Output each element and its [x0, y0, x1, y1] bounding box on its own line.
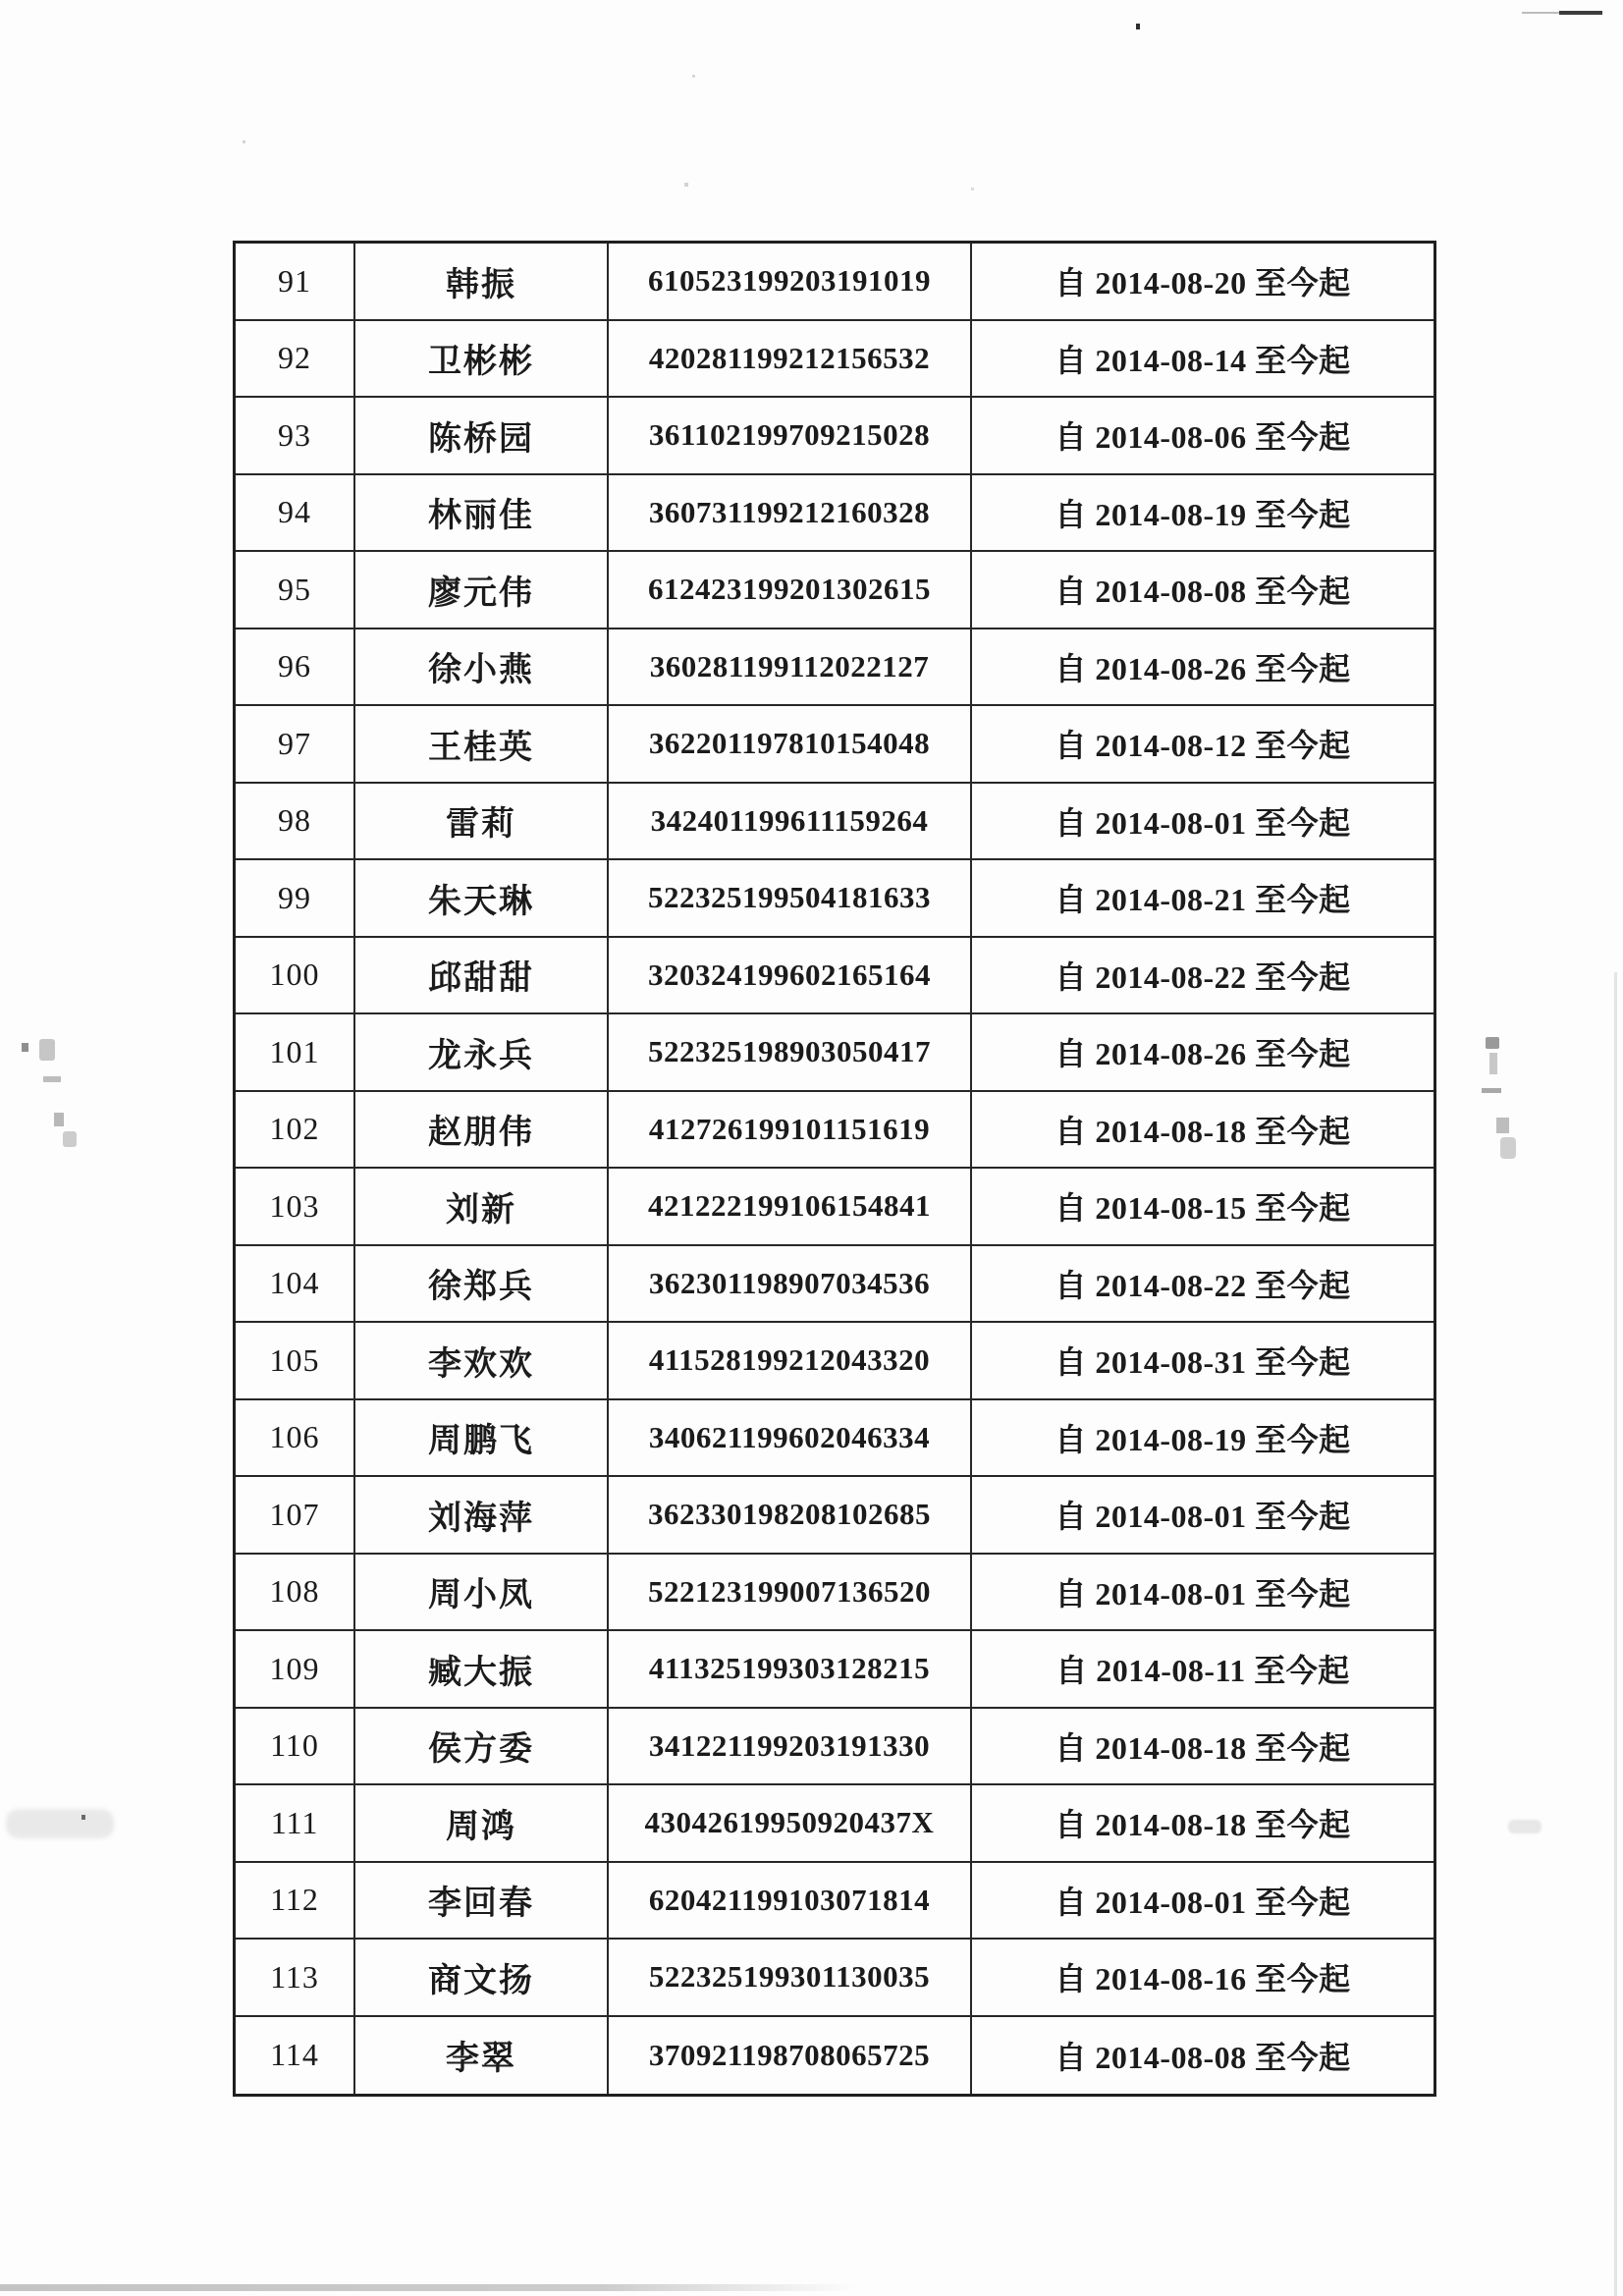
- cell-row-number: 112: [236, 1863, 355, 1939]
- cell-validity-period: 自 2014-08-14 至今起: [1055, 342, 1351, 378]
- table-row: [236, 1400, 1434, 1478]
- scan-artifact-dash: [1522, 12, 1559, 14]
- scan-artifact-edge-line: [1614, 972, 1617, 2296]
- cell-validity-period: 自 2014-08-06 至今起: [1055, 419, 1351, 456]
- table-row: [236, 475, 1434, 553]
- cell-person-name: 陈桥园: [355, 398, 609, 473]
- cell-id-number: 43042619950920437X: [609, 1785, 972, 1861]
- cell-validity-period: 自 2014-08-01 至今起: [1055, 1499, 1351, 1535]
- cell-id-number: 341221199203191330: [609, 1709, 972, 1784]
- cell-row-number: 107: [236, 1477, 355, 1553]
- cell-validity-period: 自 2014-08-18 至今起: [1055, 1729, 1351, 1766]
- cell-validity-period: 自 2014-08-21 至今起: [1055, 882, 1351, 918]
- cell-id-number: 340621199602046334: [609, 1400, 972, 1476]
- cell-person-name: 雷莉: [355, 784, 609, 859]
- cell-row-number: 102: [236, 1092, 355, 1168]
- cell-row-number: 93: [236, 398, 355, 473]
- table-row: [236, 398, 1434, 475]
- table-row: [236, 244, 1434, 321]
- table-row: [236, 1246, 1434, 1324]
- cell-row-number: 97: [236, 706, 355, 782]
- cell-person-name: 周鹏飞: [355, 1400, 609, 1476]
- cell-person-name: 卫彬彬: [355, 321, 609, 397]
- cell-person-name: 侯方委: [355, 1709, 609, 1784]
- scan-artifact-dot: [81, 1815, 85, 1820]
- cell-id-number: 420281199212156532: [609, 321, 972, 397]
- cell-validity-period: 自 2014-08-19 至今起: [1055, 496, 1351, 532]
- cell-person-name: 徐小燕: [355, 629, 609, 705]
- cell-row-number: 114: [236, 2017, 355, 2095]
- cell-id-number: 411528199212043320: [609, 1323, 972, 1398]
- cell-validity-period: 自 2014-08-26 至今起: [1055, 1036, 1351, 1072]
- scan-artifact-right-margin: [1486, 1037, 1499, 1049]
- cell-row-number: 103: [236, 1169, 355, 1244]
- cell-id-number: 320324199602165164: [609, 938, 972, 1013]
- cell-person-name: 周鸿: [355, 1785, 609, 1861]
- table-row: [236, 938, 1434, 1015]
- table-row: [236, 784, 1434, 861]
- cell-id-number: 360281199112022127: [609, 629, 972, 705]
- cell-person-name: 廖元伟: [355, 552, 609, 628]
- cell-row-number: 109: [236, 1631, 355, 1707]
- scan-artifact-right-margin: [1489, 1053, 1497, 1074]
- cell-validity-period: 自 2014-08-11 至今起: [1055, 1653, 1350, 1689]
- cell-id-number: 522325198903050417: [609, 1014, 972, 1090]
- scan-artifact-left-margin: [22, 1043, 28, 1052]
- table-row: [236, 2017, 1434, 2095]
- cell-id-number: 522325199301130035: [609, 1940, 972, 2015]
- cell-row-number: 100: [236, 938, 355, 1013]
- cell-person-name: 臧大振: [355, 1631, 609, 1707]
- cell-id-number: 360731199212160328: [609, 475, 972, 551]
- cell-row-number: 110: [236, 1709, 355, 1784]
- table-row: [236, 1785, 1434, 1863]
- cell-validity-period: 自 2014-08-01 至今起: [1055, 1884, 1351, 1920]
- cell-person-name: 商文扬: [355, 1940, 609, 2015]
- table-row: [236, 1709, 1434, 1786]
- scan-artifact-dot: [1136, 24, 1140, 29]
- cell-id-number: 362330198208102685: [609, 1477, 972, 1553]
- scan-artifact-right-margin: [1496, 1118, 1509, 1133]
- table-row: [236, 1477, 1434, 1555]
- cell-row-number: 101: [236, 1014, 355, 1090]
- table-row: [236, 629, 1434, 707]
- cell-id-number: 412726199101151619: [609, 1092, 972, 1168]
- cell-person-name: 刘新: [355, 1169, 609, 1244]
- cell-validity-period: 自 2014-08-01 至今起: [1055, 804, 1351, 841]
- scan-artifact-speck: [692, 75, 695, 78]
- cell-id-number: 342401199611159264: [609, 784, 972, 859]
- cell-row-number: 108: [236, 1555, 355, 1630]
- cell-row-number: 106: [236, 1400, 355, 1476]
- cell-id-number: 620421199103071814: [609, 1863, 972, 1939]
- table-row: [236, 1092, 1434, 1170]
- cell-person-name: 王桂英: [355, 706, 609, 782]
- cell-row-number: 92: [236, 321, 355, 397]
- cell-row-number: 105: [236, 1323, 355, 1398]
- scan-artifact-speck: [684, 183, 688, 187]
- cell-person-name: 李欢欢: [355, 1323, 609, 1398]
- cell-validity-period: 自 2014-08-19 至今起: [1055, 1421, 1351, 1457]
- cell-validity-period: 自 2014-08-08 至今起: [1055, 574, 1351, 610]
- cell-validity-period: 自 2014-08-26 至今起: [1055, 650, 1351, 686]
- table-row: [236, 1169, 1434, 1246]
- table-row: [236, 321, 1434, 399]
- cell-validity-period: 自 2014-08-22 至今起: [1055, 958, 1351, 995]
- cell-person-name: 林丽佳: [355, 475, 609, 551]
- table-row: [236, 860, 1434, 938]
- cell-id-number: 370921198708065725: [609, 2017, 972, 2095]
- cell-person-name: 赵朋伟: [355, 1092, 609, 1168]
- cell-row-number: 113: [236, 1940, 355, 2015]
- scan-artifact-dash: [1559, 11, 1602, 15]
- cell-person-name: 韩振: [355, 244, 609, 319]
- scan-artifact-left-margin: [54, 1113, 64, 1126]
- cell-id-number: 362201197810154048: [609, 706, 972, 782]
- cell-validity-period: 自 2014-08-08 至今起: [1055, 2039, 1351, 2075]
- cell-row-number: 111: [236, 1785, 355, 1861]
- cell-person-name: 周小凤: [355, 1555, 609, 1630]
- cell-person-name: 李回春: [355, 1863, 609, 1939]
- cell-person-name: 朱天琳: [355, 860, 609, 936]
- cell-row-number: 94: [236, 475, 355, 551]
- cell-id-number: 411325199303128215: [609, 1631, 972, 1707]
- table-row: [236, 552, 1434, 629]
- scan-artifact-right-margin: [1500, 1137, 1516, 1159]
- cell-person-name: 龙永兵: [355, 1014, 609, 1090]
- cell-id-number: 421222199106154841: [609, 1169, 972, 1244]
- table-row: [236, 1555, 1434, 1632]
- cell-id-number: 610523199203191019: [609, 244, 972, 319]
- table-row: [236, 1631, 1434, 1709]
- cell-id-number: 612423199201302615: [609, 552, 972, 628]
- cell-row-number: 95: [236, 552, 355, 628]
- table-row: [236, 1940, 1434, 2017]
- cell-validity-period: 自 2014-08-20 至今起: [1055, 265, 1351, 301]
- scan-artifact-left-margin: [63, 1131, 77, 1147]
- cell-row-number: 99: [236, 860, 355, 936]
- cell-validity-period: 自 2014-08-12 至今起: [1055, 728, 1351, 764]
- table-row: [236, 1323, 1434, 1400]
- cell-person-name: 徐郑兵: [355, 1246, 609, 1322]
- cell-id-number: 361102199709215028: [609, 398, 972, 473]
- cell-person-name: 邱甜甜: [355, 938, 609, 1013]
- scan-artifact-speck: [243, 140, 245, 143]
- scan-artifact-bottom-band: [0, 2284, 856, 2291]
- cell-validity-period: 自 2014-08-15 至今起: [1055, 1190, 1351, 1227]
- cell-validity-period: 自 2014-08-31 至今起: [1055, 1344, 1351, 1381]
- scan-artifact-left-margin: [39, 1039, 55, 1061]
- scan-artifact-speck: [971, 188, 974, 191]
- cell-validity-period: 自 2014-08-18 至今起: [1055, 1807, 1351, 1843]
- cell-id-number: 362301198907034536: [609, 1246, 972, 1322]
- scan-artifact-left-margin: [43, 1076, 61, 1082]
- scan-artifact-smudge: [1508, 1820, 1542, 1833]
- cell-validity-period: 自 2014-08-01 至今起: [1055, 1575, 1351, 1612]
- cell-id-number: 522325199504181633: [609, 860, 972, 936]
- table-row: [236, 1863, 1434, 1941]
- cell-row-number: 104: [236, 1246, 355, 1322]
- scan-artifact-smudge: [6, 1809, 114, 1838]
- cell-validity-period: 自 2014-08-16 至今起: [1055, 1961, 1351, 1997]
- cell-person-name: 刘海萍: [355, 1477, 609, 1553]
- cell-row-number: 91: [236, 244, 355, 319]
- cell-validity-period: 自 2014-08-18 至今起: [1055, 1113, 1351, 1149]
- scan-artifact-right-margin: [1482, 1088, 1501, 1093]
- table-row: [236, 706, 1434, 784]
- cell-row-number: 98: [236, 784, 355, 859]
- table-row: [236, 1014, 1434, 1092]
- cell-validity-period: 自 2014-08-22 至今起: [1055, 1267, 1351, 1303]
- cell-id-number: 522123199007136520: [609, 1555, 972, 1630]
- cell-row-number: 96: [236, 629, 355, 705]
- personnel-roster-table: [233, 241, 1436, 2097]
- cell-person-name: 李翠: [355, 2017, 609, 2095]
